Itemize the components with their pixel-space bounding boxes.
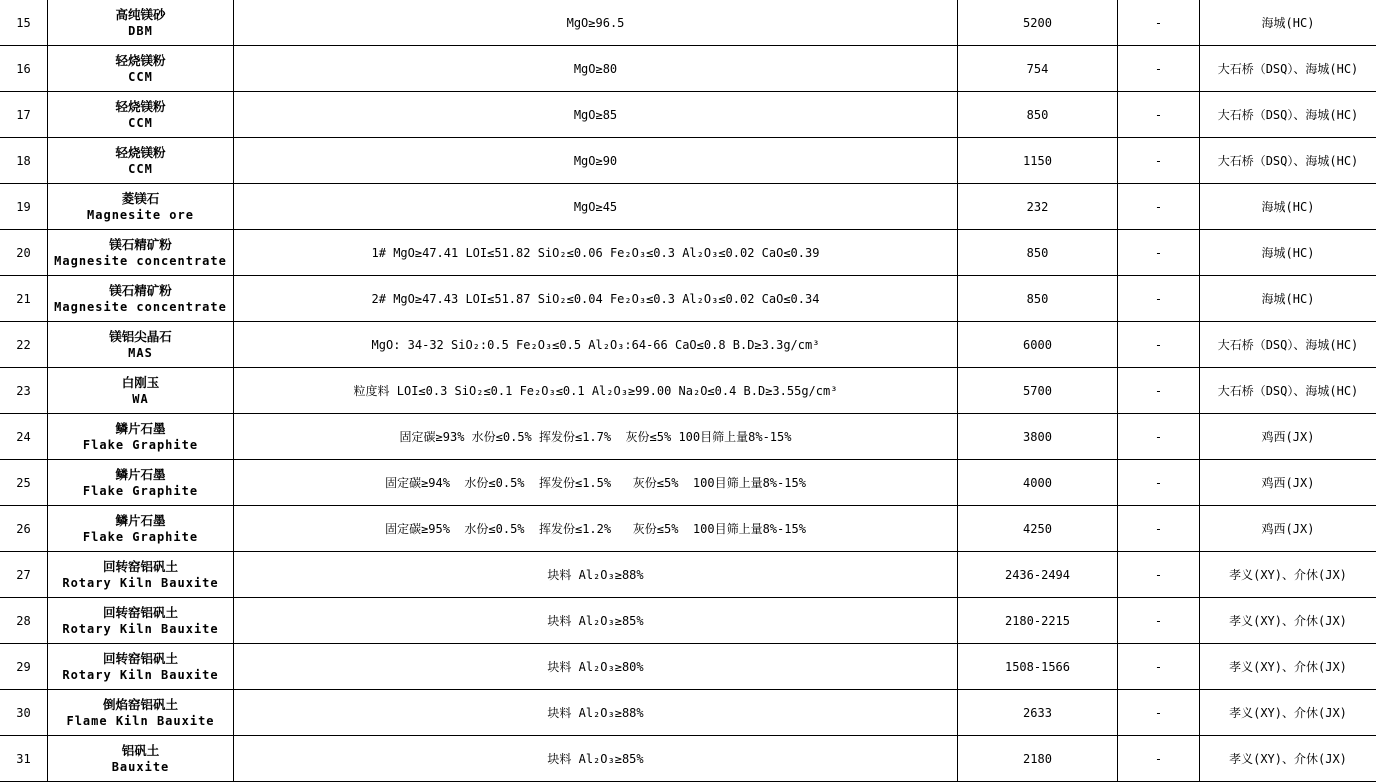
price-change-cell: - xyxy=(1118,46,1200,92)
product-name-cn: 高纯镁砂 xyxy=(115,6,166,22)
table-row xyxy=(0,0,1376,46)
price-change-cell: - xyxy=(1118,230,1200,276)
row-number-cell: 21 xyxy=(0,276,48,322)
product-name-cell xyxy=(48,184,234,230)
origin-cell: 孝义(XY)、介休(JX) xyxy=(1200,598,1376,644)
product-name-en: WA xyxy=(132,391,149,406)
product-name-cell xyxy=(48,46,234,92)
specification-cell: 块料 Al₂O₃≥88% xyxy=(234,690,958,736)
table-row xyxy=(0,138,1376,184)
product-name-en: Flake Graphite xyxy=(82,483,199,498)
origin-cell: 海城(HC) xyxy=(1200,0,1376,46)
product-name-en: Rotary Kiln Bauxite xyxy=(62,621,219,636)
specification-cell: 1# MgO≥47.41 LOI≤51.82 SiO₂≤0.06 Fe₂O₃≤0.3 Al₂O₃≤0.02 CaO≤0.39 xyxy=(234,230,958,276)
specification-cell: MgO≥80 xyxy=(234,46,958,92)
table-row xyxy=(0,644,1376,690)
product-name-en: Flake Graphite xyxy=(82,437,199,452)
price-change-cell: - xyxy=(1118,92,1200,138)
product-name-en: Magnesite concentrate xyxy=(54,253,227,268)
specification-cell: MgO≥96.5 xyxy=(234,0,958,46)
product-name-cn: 鳞片石墨 xyxy=(115,466,166,482)
price-cell: 4250 xyxy=(958,506,1118,552)
product-name-cell xyxy=(48,736,234,782)
price-cell: 2180 xyxy=(958,736,1118,782)
row-number-cell: 15 xyxy=(0,0,48,46)
price-cell: 5700 xyxy=(958,368,1118,414)
price-cell: 1150 xyxy=(958,138,1118,184)
specification-cell: 固定碳≥95% 水份≤0.5% 挥发份≤1.2% 灰份≤5% 100目筛上量8%-15% xyxy=(234,506,958,552)
row-number-cell: 17 xyxy=(0,92,48,138)
table-row xyxy=(0,414,1376,460)
origin-cell: 大石桥（DSQ）、海城(HC) xyxy=(1200,92,1376,138)
price-change-cell: - xyxy=(1118,644,1200,690)
product-name-cn: 镁铝尖晶石 xyxy=(109,328,172,344)
price-change-cell: - xyxy=(1118,736,1200,782)
table-row xyxy=(0,368,1376,414)
row-number-cell: 24 xyxy=(0,414,48,460)
price-change-cell: - xyxy=(1118,138,1200,184)
origin-cell: 大石桥（DSQ）、海城(HC) xyxy=(1200,46,1376,92)
product-name-cell xyxy=(48,506,234,552)
product-name-cn: 鳞片石墨 xyxy=(115,420,166,436)
row-number-cell: 23 xyxy=(0,368,48,414)
product-name-cn: 轻烧镁粉 xyxy=(115,98,166,114)
origin-cell: 孝义(XY)、介休(JX) xyxy=(1200,552,1376,598)
origin-cell: 海城(HC) xyxy=(1200,230,1376,276)
specification-cell: 2# MgO≥47.43 LOI≤51.87 SiO₂≤0.04 Fe₂O₃≤0.3 Al₂O₃≤0.02 CaO≤0.34 xyxy=(234,276,958,322)
product-name-en: MAS xyxy=(128,345,153,360)
price-change-cell: - xyxy=(1118,184,1200,230)
product-name-cn: 轻烧镁粉 xyxy=(115,52,166,68)
row-number-cell: 30 xyxy=(0,690,48,736)
price-change-cell: - xyxy=(1118,552,1200,598)
product-name-cn: 铝矾土 xyxy=(121,742,160,758)
specification-cell: 块料 Al₂O₃≥85% xyxy=(234,598,958,644)
specification-cell: 块料 Al₂O₃≥88% xyxy=(234,552,958,598)
table-row xyxy=(0,552,1376,598)
origin-cell: 孝义(XY)、介休(JX) xyxy=(1200,736,1376,782)
product-name-cell xyxy=(48,644,234,690)
specification-cell: 粒度料 LOI≤0.3 SiO₂≤0.1 Fe₂O₃≤0.1 Al₂O₃≥99.00 Na₂O≤0.4 B.D≥3.55g/cm³ xyxy=(234,368,958,414)
product-name-cell xyxy=(48,92,234,138)
product-name-cn: 镁石精矿粉 xyxy=(109,282,172,298)
product-name-cn: 鳞片石墨 xyxy=(115,512,166,528)
specification-cell: 块料 Al₂O₃≥80% xyxy=(234,644,958,690)
product-name-cell xyxy=(48,230,234,276)
price-change-cell: - xyxy=(1118,414,1200,460)
specification-cell: 固定碳≥93% 水份≤0.5% 挥发份≤1.7% 灰份≤5% 100目筛上量8%-15% xyxy=(234,414,958,460)
price-cell: 2180-2215 xyxy=(958,598,1118,644)
product-name-cell xyxy=(48,0,234,46)
table-row xyxy=(0,230,1376,276)
row-number-cell: 16 xyxy=(0,46,48,92)
product-name-cn: 倒焰窑铝矾土 xyxy=(102,696,178,712)
table-row xyxy=(0,736,1376,782)
product-name-en: CCM xyxy=(128,69,153,84)
product-name-cell xyxy=(48,552,234,598)
price-change-cell: - xyxy=(1118,598,1200,644)
table-row xyxy=(0,92,1376,138)
origin-cell: 海城(HC) xyxy=(1200,184,1376,230)
product-name-en: Magnesite ore xyxy=(87,207,194,222)
product-name-cn: 回转窑铝矾土 xyxy=(102,558,178,574)
product-name-cn: 轻烧镁粉 xyxy=(115,144,166,160)
row-number-cell: 29 xyxy=(0,644,48,690)
product-name-cn: 回转窑铝矾土 xyxy=(102,604,178,620)
product-name-en: CCM xyxy=(128,161,153,176)
product-name-cn: 镁石精矿粉 xyxy=(109,236,172,252)
table-row xyxy=(0,46,1376,92)
product-name-en: Bauxite xyxy=(111,759,170,774)
price-change-cell: - xyxy=(1118,690,1200,736)
table-row xyxy=(0,690,1376,736)
specification-cell: 块料 Al₂O₃≥85% xyxy=(234,736,958,782)
specification-cell: 固定碳≥94% 水份≤0.5% 挥发份≤1.5% 灰份≤5% 100目筛上量8%-15% xyxy=(234,460,958,506)
price-cell: 850 xyxy=(958,230,1118,276)
origin-cell: 鸡西(JX) xyxy=(1200,506,1376,552)
row-number-cell: 25 xyxy=(0,460,48,506)
product-name-cn: 菱镁石 xyxy=(121,190,160,206)
price-change-cell: - xyxy=(1118,460,1200,506)
origin-cell: 大石桥（DSQ）、海城(HC) xyxy=(1200,138,1376,184)
product-name-en: Rotary Kiln Bauxite xyxy=(62,575,219,590)
origin-cell: 鸡西(JX) xyxy=(1200,414,1376,460)
origin-cell: 大石桥（DSQ）、海城(HC) xyxy=(1200,322,1376,368)
price-change-cell: - xyxy=(1118,368,1200,414)
price-change-cell: - xyxy=(1118,276,1200,322)
origin-cell: 孝义(XY)、介休(JX) xyxy=(1200,690,1376,736)
table-row xyxy=(0,598,1376,644)
product-name-cell xyxy=(48,276,234,322)
table-row xyxy=(0,506,1376,552)
price-change-cell: - xyxy=(1118,506,1200,552)
product-name-en: Flame Kiln Bauxite xyxy=(66,713,215,728)
specification-cell: MgO≥85 xyxy=(234,92,958,138)
price-change-cell: - xyxy=(1118,0,1200,46)
price-cell: 6000 xyxy=(958,322,1118,368)
price-cell: 1508-1566 xyxy=(958,644,1118,690)
row-number-cell: 31 xyxy=(0,736,48,782)
row-number-cell: 27 xyxy=(0,552,48,598)
table-row xyxy=(0,460,1376,506)
specification-cell: MgO≥45 xyxy=(234,184,958,230)
product-name-cn: 白刚玉 xyxy=(121,374,160,390)
table-row xyxy=(0,184,1376,230)
product-name-en: Rotary Kiln Bauxite xyxy=(62,667,219,682)
price-change-cell: - xyxy=(1118,322,1200,368)
price-cell: 754 xyxy=(958,46,1118,92)
product-name-en: CCM xyxy=(128,115,153,130)
origin-cell: 大石桥（DSQ）、海城(HC) xyxy=(1200,368,1376,414)
origin-cell: 海城(HC) xyxy=(1200,276,1376,322)
product-name-en: Flake Graphite xyxy=(82,529,199,544)
product-name-cell xyxy=(48,598,234,644)
table-row xyxy=(0,276,1376,322)
price-cell: 2436-2494 xyxy=(958,552,1118,598)
row-number-cell: 22 xyxy=(0,322,48,368)
product-name-cell xyxy=(48,138,234,184)
price-cell: 850 xyxy=(958,92,1118,138)
price-cell: 5200 xyxy=(958,0,1118,46)
row-number-cell: 26 xyxy=(0,506,48,552)
row-number-cell: 19 xyxy=(0,184,48,230)
product-name-cell xyxy=(48,322,234,368)
product-name-en: Magnesite concentrate xyxy=(54,299,227,314)
product-name-cell xyxy=(48,368,234,414)
price-cell: 232 xyxy=(958,184,1118,230)
price-cell: 2633 xyxy=(958,690,1118,736)
row-number-cell: 18 xyxy=(0,138,48,184)
table-row xyxy=(0,322,1376,368)
product-name-en: DBM xyxy=(128,23,153,38)
origin-cell: 孝义(XY)、介休(JX) xyxy=(1200,644,1376,690)
row-number-cell: 28 xyxy=(0,598,48,644)
origin-cell: 鸡西(JX) xyxy=(1200,460,1376,506)
specification-cell: MgO: 34-32 SiO₂:0.5 Fe₂O₃≤0.5 Al₂O₃:64-66 CaO≤0.8 B.D≥3.3g/cm³ xyxy=(234,322,958,368)
price-cell: 850 xyxy=(958,276,1118,322)
product-name-cn: 回转窑铝矾土 xyxy=(102,650,178,666)
product-name-cell xyxy=(48,690,234,736)
price-cell: 3800 xyxy=(958,414,1118,460)
product-name-cell xyxy=(48,414,234,460)
row-number-cell: 20 xyxy=(0,230,48,276)
product-name-cell xyxy=(48,460,234,506)
specification-cell: MgO≥90 xyxy=(234,138,958,184)
price-cell: 4000 xyxy=(958,460,1118,506)
